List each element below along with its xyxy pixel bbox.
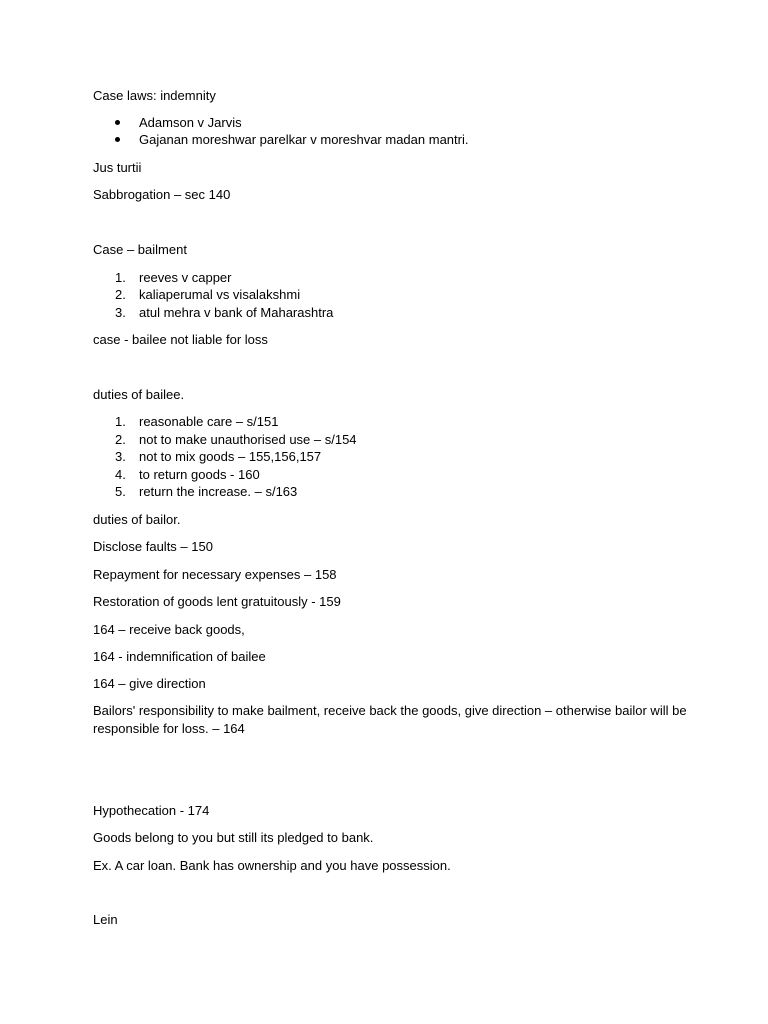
heading-bailment: Case – bailment — [93, 242, 187, 257]
bailor-point: 164 - indemnification of bailee — [93, 649, 266, 664]
list-item-text: kaliaperumal vs visalakshmi — [139, 287, 301, 302]
list-item-text: not to make unauthorised use – s/154 — [139, 432, 357, 447]
heading-duties-bailee: duties of bailee. — [93, 387, 185, 402]
list-item-text: to return goods - 160 — [139, 467, 260, 482]
lien-heading: Lein — [93, 912, 118, 927]
heading-duties-bailor: duties of bailor. — [93, 512, 181, 527]
list-number: 2. — [115, 432, 126, 447]
bailor-point: Disclose faults – 150 — [93, 539, 213, 554]
list-item-text: Adamson v Jarvis — [139, 115, 242, 130]
list-number: 5. — [115, 484, 126, 499]
bailor-point: 164 – receive back goods, — [93, 622, 245, 637]
bailor-responsibility-paragraph: Bailors' responsibility to make bailment, receive back the goods, give direction – otherwise bailor will be responsible for loss. – 164 — [93, 703, 687, 736]
bailee-not-liable-line: case - bailee not liable for loss — [93, 332, 268, 347]
list-number: 1. — [115, 270, 126, 285]
bullet-icon — [115, 137, 120, 142]
list-item-text: Gajanan moreshwar parelkar v moreshvar madan mantri. — [139, 132, 469, 147]
bailor-point: Restoration of goods lent gratuitously - 159 — [93, 594, 341, 609]
list-number: 3. — [115, 449, 126, 464]
jus-tertii-line: Jus turtii — [93, 160, 142, 175]
subrogation-line: Sabbrogation – sec 140 — [93, 187, 231, 202]
bailor-point: Repayment for necessary expenses – 158 — [93, 567, 337, 582]
list-item-text: atul mehra v bank of Maharashtra — [139, 305, 334, 320]
list-number: 1. — [115, 414, 126, 429]
list-item-text: not to mix goods – 155,156,157 — [139, 449, 322, 464]
list-item-text: reeves v capper — [139, 270, 232, 285]
hypothecation-heading: Hypothecation - 174 — [93, 803, 210, 818]
list-item-text: reasonable care – s/151 — [139, 414, 279, 429]
bailor-point: 164 – give direction — [93, 676, 206, 691]
hypothecation-note: Goods belong to you but still its pledged to bank. — [93, 830, 374, 845]
list-number: 2. — [115, 287, 126, 302]
bullet-icon — [115, 120, 120, 125]
list-item-text: return the increase. – s/163 — [139, 484, 298, 499]
list-number: 3. — [115, 305, 126, 320]
list-number: 4. — [115, 467, 126, 482]
heading-indemnity: Case laws: indemnity — [93, 88, 216, 103]
hypothecation-example: Ex. A car loan. Bank has ownership and you have possession. — [93, 858, 451, 873]
